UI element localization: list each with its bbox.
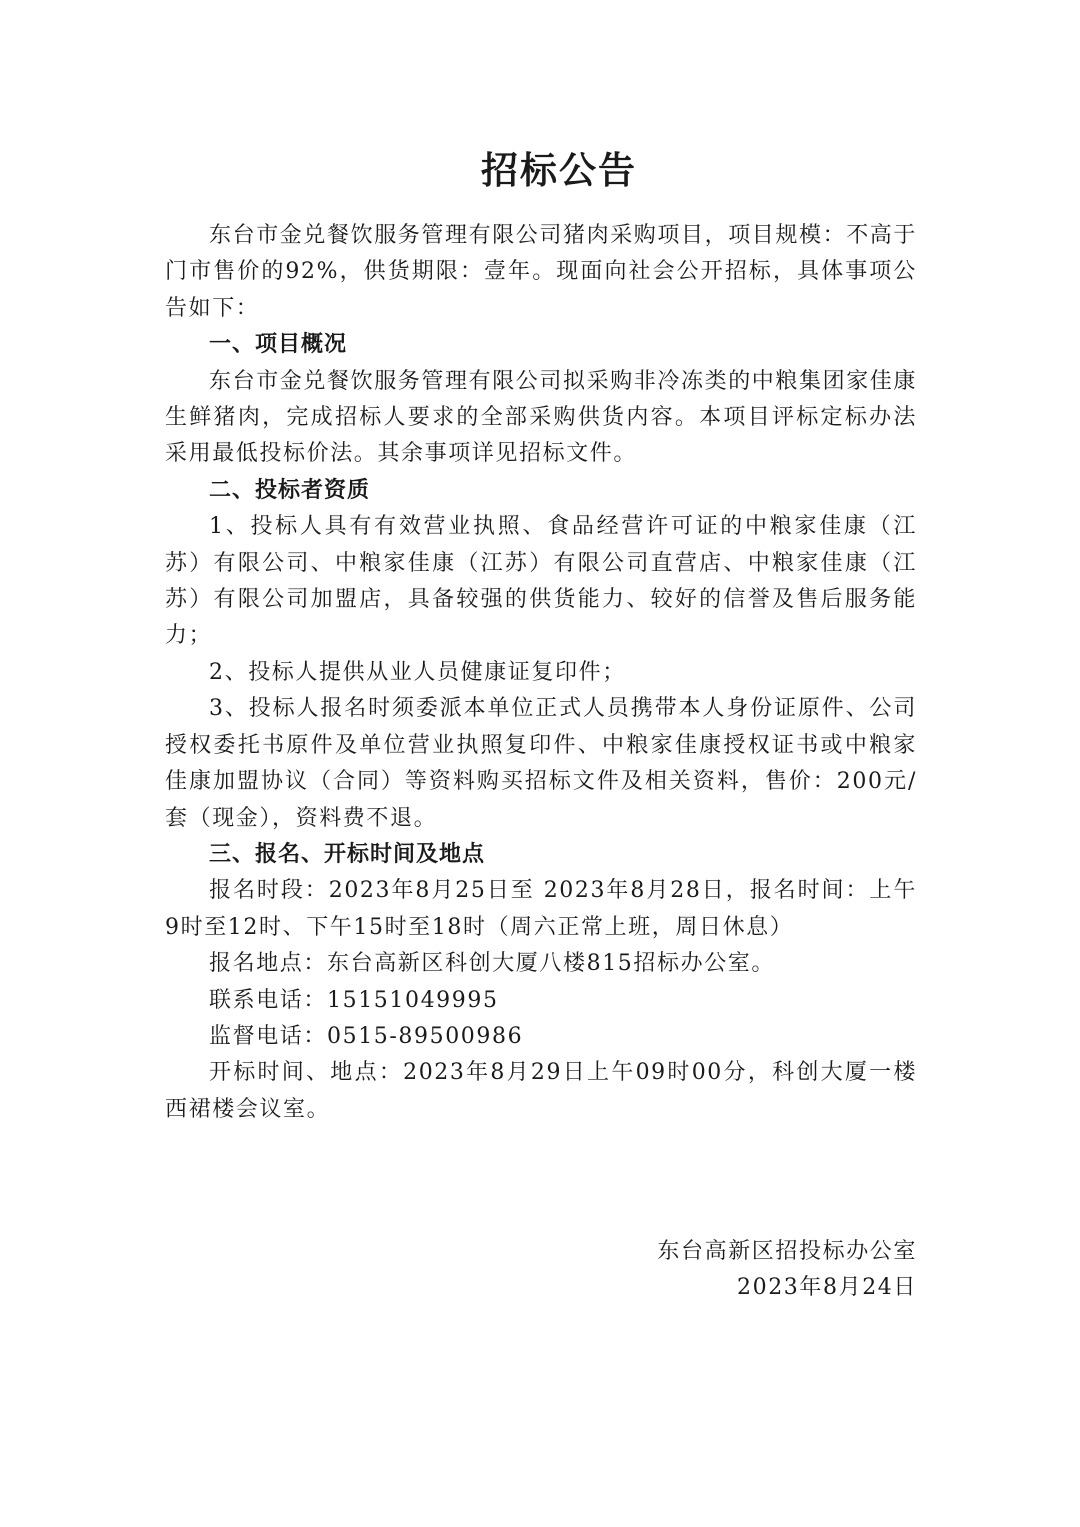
qualification-item: 1、投标人具有有效营业执照、食品经营许可证的中粮家佳康（江苏）有限公司、中粮家佳康（江苏）有限公司直营店、中粮家佳康（江苏）有限公司加盟店，具备较强的供货能力、较好的信誉及售后服务能力； [165,514,917,649]
intro-paragraph: 东台市金兑餐饮服务管理有限公司猪肉采购项目，项目规模：不高于门市售价的92%，供货期限：壹年。现面向社会公开招标，具体事项公告如下： [165,223,918,321]
issue-date: 2023年8月24日 [737,1275,917,1301]
supervision-phone: 监督电话：0515-89500986 [209,1023,524,1049]
section-heading-qualification: 二、投标者资质 [209,477,371,503]
issuing-office: 东台高新区招投标办公室 [657,1239,917,1264]
section-heading-schedule: 三、报名、开标时间及地点 [209,841,486,867]
overview-paragraph: 东台市金兑餐饮服务管理有限公司拟采购非冷冻类的中粮集团家佳康生鲜猪肉，完成招标人要求的全部采购供货内容。本项目评标定标办法采用最低投标价法。其余事项详见招标文件。 [165,368,918,467]
bid-opening: 开标时间、地点：2023年8月29日上午09时00分，科创大厦一楼西裙楼会议室。 [165,1060,917,1122]
registration-period: 报名时段：2023年8月25日至 2023年8月28日，报名时间：上午9时至12时、下午15时至18时（周六正常上班，周日休息） [165,878,917,940]
document-title: 招标公告 [481,149,637,192]
qualification-item: 3、投标人报名时须委派本单位正式人员携带本人身份证原件、公司授权委托书原件及单位营业执照复印件、中粮家佳康授权证书或中粮家佳康加盟协议（合同）等资料购买招标文件及相关资料，售价：200元/套（现金），资料费不退。 [165,696,917,831]
contact-phone: 联系电话：15151049995 [209,987,499,1013]
section-heading-overview: 一、项目概况 [209,332,348,358]
signature-block [165,1234,917,1307]
qualification-item: 2、投标人提供从业人员健康证复印件； [209,659,626,685]
registration-place: 报名地点：东台高新区科创大厦八楼815招标办公室。 [209,951,775,977]
document-body [165,218,917,1128]
